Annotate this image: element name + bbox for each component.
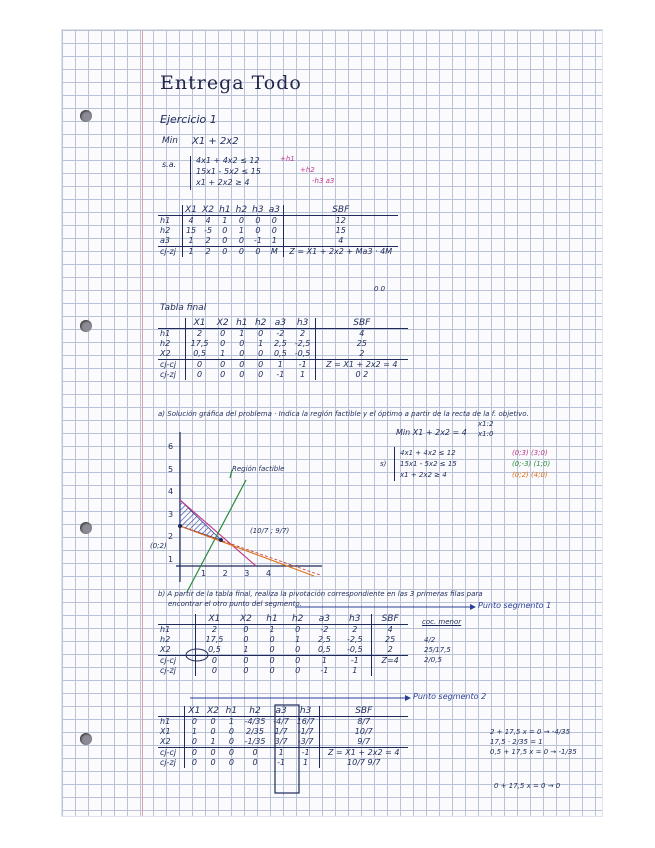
table-cell: 2 bbox=[186, 329, 213, 340]
part-a-point: x1:2 bbox=[478, 420, 494, 428]
table-cell: h2 bbox=[233, 205, 250, 216]
table-cell: -2 bbox=[276, 329, 285, 338]
objective-row bbox=[158, 748, 408, 759]
system-row: x1 + 2x2 ≥ 4 bbox=[400, 471, 447, 479]
table-cell: 4 bbox=[283, 236, 398, 247]
row-label: cj-cj bbox=[158, 360, 186, 371]
table-cell: -5 bbox=[204, 226, 213, 235]
table-cell: 1 bbox=[228, 717, 234, 726]
table-cell: 0 bbox=[204, 748, 223, 759]
x-tick-label: 4 bbox=[265, 569, 272, 578]
row-label: h2 bbox=[160, 226, 171, 235]
segment-point-1-label: Punto segmento 1 bbox=[478, 601, 552, 610]
table-cell: 0 bbox=[222, 748, 240, 759]
table-cell: -4/7 bbox=[273, 717, 289, 726]
table-cell: 1 bbox=[270, 360, 290, 371]
table-cell: -1 bbox=[293, 748, 319, 759]
table-cell: 0 bbox=[239, 370, 245, 379]
table-cell: 1 bbox=[239, 329, 245, 338]
table-cell: 4 bbox=[205, 216, 211, 225]
table-cell: 1 bbox=[310, 656, 338, 667]
table-cell: 1 bbox=[182, 236, 200, 247]
table-cell: 0 bbox=[295, 645, 301, 654]
table-cell: h1 bbox=[232, 318, 251, 329]
table-cell: 10/7 9/7 bbox=[319, 758, 408, 768]
objective-row bbox=[158, 758, 408, 768]
table-cell: 0 bbox=[210, 727, 216, 736]
table-cell: h2 bbox=[285, 614, 311, 625]
table-cell: SBF bbox=[315, 318, 408, 329]
table-cell: 2 bbox=[352, 625, 358, 634]
table-cell: 0 bbox=[233, 656, 259, 667]
table-cell: a3 bbox=[270, 706, 293, 717]
x-tick-label: 2 bbox=[222, 569, 245, 578]
table-cell: 0 bbox=[228, 737, 234, 746]
table-cell: -0,5 bbox=[346, 645, 363, 654]
table-cell: 0 bbox=[251, 360, 270, 371]
constraint-row: 15x1 - 5x2 ≤ 15 bbox=[196, 167, 261, 176]
table-cell: X1 bbox=[186, 318, 213, 329]
row-label: X2 bbox=[160, 645, 171, 654]
table-cell: h3 bbox=[338, 614, 371, 625]
table-cell: 0 bbox=[258, 329, 264, 338]
y-tick-label: 4 bbox=[168, 487, 174, 496]
table-cell: 0 bbox=[185, 717, 204, 728]
table-row bbox=[158, 625, 408, 636]
table-cell: 2 bbox=[205, 236, 211, 245]
objective-row bbox=[158, 666, 408, 676]
table-cell: h2 bbox=[251, 318, 270, 329]
x-tick-label: 3 bbox=[244, 569, 266, 578]
table-cell: 1 bbox=[185, 727, 204, 737]
table-cell: 1 bbox=[300, 370, 306, 379]
table-cell: 1 bbox=[270, 748, 293, 759]
side-note: +h1 bbox=[280, 155, 295, 163]
table-cell: 0 bbox=[258, 370, 264, 379]
table-cell: 0 bbox=[213, 360, 232, 371]
table-cell: 0 bbox=[222, 236, 228, 245]
table-cell: Z = X1 + 2x2 = 4 bbox=[319, 748, 408, 759]
table-cell: 0 bbox=[239, 339, 245, 348]
table-cell: 25 bbox=[372, 635, 408, 645]
part-b-statement-cont: encontrar el otro punto del segmento. bbox=[168, 600, 302, 608]
side-calculation: 17,5 · 2/35 = 1 bbox=[490, 738, 543, 746]
table-cell: 4 bbox=[315, 329, 408, 340]
table-cell: -1 bbox=[276, 370, 285, 379]
table-cell: SBF bbox=[319, 706, 408, 717]
table-cell: -1 bbox=[277, 758, 286, 767]
table-cell: 1 bbox=[222, 216, 228, 225]
row-label: h1 bbox=[160, 717, 171, 726]
table-cell: -1/7 bbox=[297, 727, 314, 736]
table-cell: 0 bbox=[252, 758, 258, 767]
table-cell: a3 bbox=[310, 614, 338, 625]
ratio: 4/2 bbox=[424, 636, 436, 644]
table-row bbox=[158, 635, 408, 645]
table-cell: 1 bbox=[303, 758, 309, 767]
table-cell: 0 bbox=[259, 656, 285, 667]
table-cell: 15 bbox=[283, 226, 398, 236]
table-cell: 0 bbox=[222, 226, 228, 235]
table-row bbox=[158, 645, 408, 656]
table-cell: -2 bbox=[320, 625, 329, 634]
table-cell: 4 bbox=[182, 216, 200, 227]
table-cell: 0 bbox=[185, 758, 204, 768]
table-cell: 0 bbox=[185, 737, 204, 748]
objective-expression: X1 + 2x2 bbox=[192, 136, 239, 147]
objective-zero-note: 0 0 bbox=[374, 285, 386, 293]
row-label: cj-zj bbox=[158, 247, 182, 258]
table-cell: 0 bbox=[243, 635, 249, 644]
row-label bbox=[158, 706, 185, 717]
table-cell: 10/7 bbox=[319, 727, 408, 737]
table-cell: -3/7 bbox=[297, 737, 314, 746]
table-cell: Z=4 bbox=[372, 656, 408, 667]
table-cell: a3 bbox=[266, 205, 283, 216]
row-label: cj-zj bbox=[160, 666, 176, 675]
table-cell: 0 bbox=[295, 666, 301, 675]
system-row: 4x1 + 4x2 ≤ 12 bbox=[400, 449, 456, 457]
region-label: Región factible bbox=[232, 465, 285, 473]
table-cell: 0 bbox=[255, 216, 261, 225]
table-cell: 0 bbox=[238, 236, 244, 245]
table-cell: 2 bbox=[372, 645, 408, 656]
side-note: -h3 a3 bbox=[312, 177, 335, 185]
table-cell: 0 bbox=[269, 666, 275, 675]
row-label bbox=[158, 614, 196, 625]
row-label: cj-cj bbox=[158, 748, 185, 759]
intercepts: (0;2) (4;0) bbox=[512, 471, 548, 479]
table-cell bbox=[372, 666, 408, 676]
row-label: a3 bbox=[160, 236, 170, 245]
side-calculation: 2 + 17,5 x = 0 → -4/35 bbox=[490, 728, 571, 736]
table-cell: 0 bbox=[243, 666, 249, 675]
constraint-row: x1 + 2x2 ≥ 4 bbox=[196, 178, 250, 187]
y-tick-label: 2 bbox=[168, 532, 174, 541]
table-cell: h3 bbox=[291, 318, 316, 329]
table-cell: 0 bbox=[217, 247, 234, 258]
table-cell: SBF bbox=[372, 614, 408, 625]
table-cell: 0 bbox=[271, 216, 277, 225]
table-cell: 2,5 bbox=[273, 339, 287, 348]
table-header bbox=[158, 614, 408, 625]
table-cell: 1 bbox=[269, 625, 275, 634]
table-cell: h1 bbox=[259, 614, 285, 625]
table-cell: 0 bbox=[232, 360, 251, 371]
constraints-label: s.a. bbox=[162, 160, 177, 169]
table-cell: 3/7 bbox=[274, 737, 288, 746]
table-cell: X1 bbox=[182, 205, 200, 216]
table-cell: -1 bbox=[253, 236, 262, 245]
row-label: h1 bbox=[160, 625, 171, 634]
objective-label: Min bbox=[162, 136, 178, 146]
table-cell: 2 bbox=[315, 349, 408, 360]
row-label: X1 bbox=[160, 727, 171, 736]
table-cell: SBF bbox=[283, 205, 398, 216]
table-cell: -2,5 bbox=[294, 339, 311, 348]
table-cell: 0 bbox=[210, 717, 216, 726]
table-cell: 12 bbox=[283, 216, 398, 227]
table-cell: 25 bbox=[315, 339, 408, 349]
table-cell: h1 bbox=[217, 205, 234, 216]
table-cell: 1 bbox=[258, 339, 264, 348]
table-cell: -1/35 bbox=[244, 737, 266, 746]
table-cell: 17,5 bbox=[196, 635, 233, 645]
part-a-objective: Min X1 + 2x2 = 4 bbox=[396, 428, 467, 437]
system-label: s) bbox=[380, 460, 387, 468]
final-table-label: Tabla final bbox=[160, 303, 207, 313]
table-cell: 0,5 bbox=[273, 349, 287, 358]
table-cell: X2 bbox=[200, 205, 217, 216]
system-row: 15x1 - 5x2 ≤ 15 bbox=[400, 460, 457, 468]
table-cell: 1 bbox=[295, 635, 301, 644]
side-calculation: 0,5 + 17,5 x = 0 → -1/35 bbox=[490, 748, 577, 756]
exercise-heading: Ejercicio 1 bbox=[160, 113, 217, 126]
table-row bbox=[158, 737, 408, 748]
table-cell: X2 bbox=[204, 706, 223, 717]
table-row bbox=[158, 727, 408, 737]
row-label: h2 bbox=[160, 339, 171, 348]
row-label: h2 bbox=[160, 635, 171, 644]
table-cell: 2 bbox=[200, 247, 217, 258]
row-label: h1 bbox=[160, 329, 171, 338]
table-cell: Z = X1 + 2x2 + Ma3 · 4M bbox=[283, 247, 398, 258]
table-cell: 1 bbox=[352, 666, 358, 675]
table-cell: 0 bbox=[250, 247, 267, 258]
table-cell: 0 bbox=[238, 216, 244, 225]
table-cell: 0 bbox=[269, 645, 275, 654]
table-cell: 2 bbox=[196, 625, 233, 636]
row-label: cj-zj bbox=[160, 370, 176, 379]
table-cell: 0,5 bbox=[186, 349, 213, 360]
table-cell: 0 bbox=[196, 656, 233, 667]
table-cell: 1 bbox=[182, 247, 200, 258]
table-cell: 0 bbox=[228, 758, 234, 767]
page-title: Entrega Todo bbox=[160, 72, 302, 94]
table-cell: 9/7 bbox=[319, 737, 408, 748]
table-cell: 0 bbox=[210, 758, 216, 767]
table-cell: 0 bbox=[243, 625, 249, 634]
table-cell: 0 bbox=[233, 247, 250, 258]
table-cell: 0 2 bbox=[315, 370, 408, 380]
intercepts: (0;-3) (1;0) bbox=[512, 460, 551, 468]
ratio: 25/17,5 bbox=[424, 646, 451, 654]
table-cell: 2/35 bbox=[246, 727, 264, 736]
table-cell: 2 bbox=[300, 329, 306, 338]
table-cell: 1/7 bbox=[274, 727, 288, 736]
table-cell: 0 bbox=[220, 329, 226, 338]
table-cell: -2,5 bbox=[346, 635, 363, 644]
simplex-tableau-pivot-2 bbox=[158, 706, 408, 768]
table-cell: M bbox=[266, 247, 283, 258]
constraint-row: 4x1 + 4x2 ≤ 12 bbox=[196, 156, 260, 165]
table-cell: 0 bbox=[258, 349, 264, 358]
table-cell: 1 bbox=[238, 226, 244, 235]
row-label: cj-zj bbox=[160, 758, 176, 767]
table-header bbox=[158, 706, 408, 717]
side-calculation: 0 + 17,5 x = 0 → 0 bbox=[494, 782, 561, 790]
table-cell: 0,5 bbox=[196, 645, 233, 656]
table-cell: 8/7 bbox=[319, 717, 408, 728]
table-cell: X1 bbox=[196, 614, 233, 625]
table-cell: 2,5 bbox=[318, 635, 331, 644]
table-cell: 0 bbox=[295, 625, 301, 634]
row-label: cj-cj bbox=[158, 656, 196, 667]
table-cell: h1 bbox=[222, 706, 240, 717]
table-cell: 0 bbox=[220, 339, 226, 348]
y-tick-label: 6 bbox=[168, 442, 174, 451]
table-cell: 16/7 bbox=[296, 717, 315, 726]
table-cell: X2 bbox=[213, 318, 232, 329]
table-cell: 0,5 bbox=[318, 645, 331, 654]
table-cell: 1 bbox=[243, 645, 249, 654]
table-cell: h3 bbox=[250, 205, 267, 216]
table-cell: 0 bbox=[220, 370, 226, 379]
optimum-point-label: (10/7 ; 9/7) bbox=[250, 527, 290, 535]
table-cell: 0 bbox=[271, 226, 277, 235]
row-label: X2 bbox=[160, 349, 171, 358]
side-note: +h2 bbox=[300, 166, 315, 174]
table-cell: 0 bbox=[186, 370, 213, 380]
part-b-statement: b) A partir de la tabla final, realiza la pivotación correspondiente en las 3 primeras filas para bbox=[158, 590, 483, 598]
ratio: 2/0,5 bbox=[424, 656, 442, 664]
table-cell: 0 bbox=[196, 666, 233, 676]
x-tick-label: 1 bbox=[201, 569, 223, 578]
table-cell: 0 bbox=[186, 360, 213, 371]
table-cell: 0 bbox=[185, 748, 204, 759]
table-cell: 0 bbox=[269, 635, 275, 644]
table-cell: 1 bbox=[220, 349, 226, 358]
table-cell: -0,5 bbox=[294, 349, 311, 358]
table-cell: 0 bbox=[240, 748, 269, 759]
intercepts: (0;3) (3;0) bbox=[512, 449, 548, 457]
table-cell: 0 bbox=[285, 656, 311, 667]
table-cell: 4 bbox=[372, 625, 408, 636]
segment-point-2-label: Punto segmento 2 bbox=[413, 692, 487, 701]
table-cell: 0 bbox=[239, 349, 245, 358]
table-row bbox=[158, 717, 408, 728]
table-cell: 17,5 bbox=[186, 339, 213, 349]
simplex-tableau-pivot-1 bbox=[158, 614, 408, 676]
row-label: h1 bbox=[160, 216, 171, 225]
table-cell: -1 bbox=[320, 666, 329, 675]
table-cell: -1 bbox=[291, 360, 316, 371]
table-cell: 1 bbox=[210, 737, 216, 746]
table-cell: 15 bbox=[182, 226, 200, 236]
row-label: X2 bbox=[160, 737, 171, 746]
table-cell: a3 bbox=[270, 318, 290, 329]
ratio-header: coc. menor bbox=[422, 618, 462, 626]
table-cell: X2 bbox=[233, 614, 259, 625]
y-tick-label: 1 bbox=[168, 554, 174, 564]
table-cell: -1 bbox=[338, 656, 371, 667]
table-cell: 1 bbox=[271, 236, 277, 245]
table-cell: X1 bbox=[185, 706, 204, 717]
y-tick-label: 3 bbox=[168, 509, 174, 519]
part-a-statement: a) Solución gráfica del problema · Indica la región factible y el óptimo a partir de la recta de la f. objetivo. bbox=[158, 410, 529, 418]
table-cell: Z = X1 + 2x2 = 4 bbox=[315, 360, 408, 371]
objective-row bbox=[158, 656, 408, 667]
table-cell: 0 bbox=[255, 226, 261, 235]
y-tick-label: 5 bbox=[168, 464, 174, 474]
left-point-label: (0;2) bbox=[150, 542, 167, 550]
table-cell: h2 bbox=[240, 706, 269, 717]
part-a-point: x1:0 bbox=[478, 430, 494, 438]
table-cell: 0 bbox=[228, 727, 234, 736]
table-cell: -4/35 bbox=[244, 717, 266, 726]
table-cell: h3 bbox=[293, 706, 319, 717]
